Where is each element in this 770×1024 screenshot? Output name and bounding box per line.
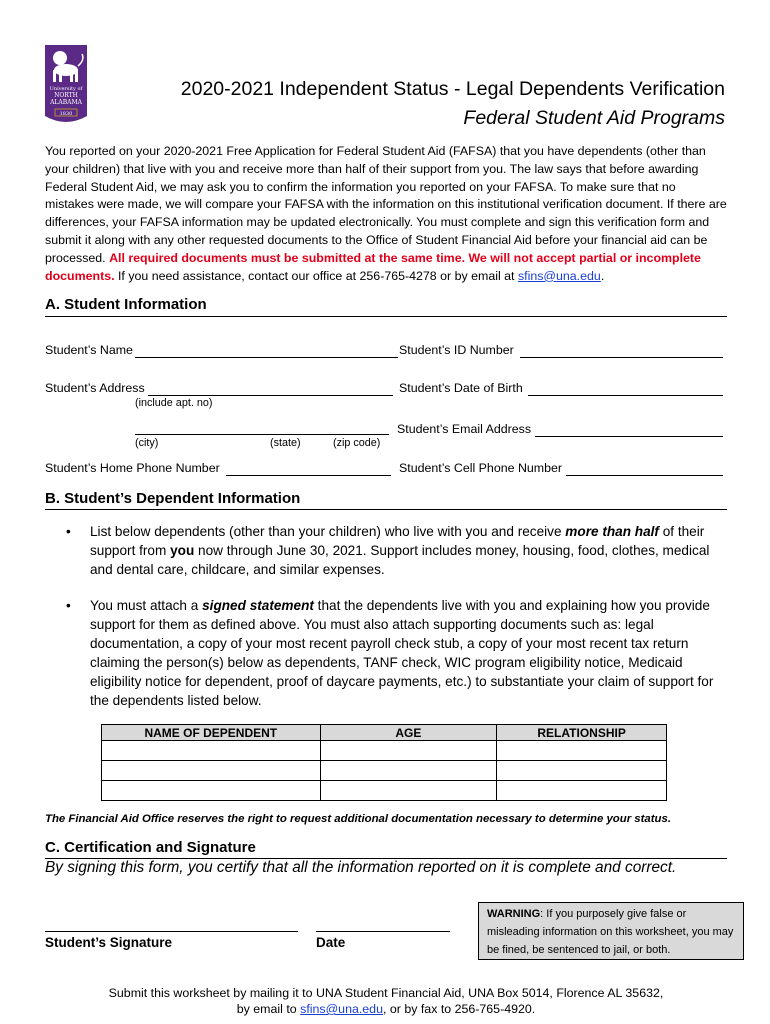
lion-logo-icon (44, 44, 88, 128)
column-header-age: AGE (320, 725, 497, 741)
dependent-name-cell[interactable] (102, 741, 321, 761)
student-id-label: Student’s ID Number (399, 343, 514, 357)
required-docs-warning: All required documents must be submitted at the same time. We will not accept partial or incomplete documents. (45, 250, 701, 283)
table-row (102, 741, 667, 761)
table-row (102, 781, 667, 801)
footer-email-link[interactable]: sfins@una.edu (300, 1002, 383, 1016)
email-link[interactable]: sfins@una.edu (517, 268, 601, 283)
submission-instructions: Submit this worksheet by mailing it to UNA Student Financial Aid, UNA Box 5014, Florence AL 35632, by email to sfins@una.edu, or by fax to 256-765-4920. (108, 986, 664, 1016)
signature-line[interactable] (45, 931, 298, 932)
svg-text:University of: University of (49, 86, 83, 92)
student-id-field[interactable] (520, 344, 723, 358)
cell-phone-field[interactable] (566, 462, 723, 476)
column-header-relationship: RELATIONSHIP (497, 725, 667, 741)
table-row (102, 761, 667, 781)
table-header-row (102, 725, 667, 741)
address-hint: (include apt. no) (135, 397, 213, 409)
dependent-age-cell[interactable] (320, 741, 497, 761)
city-hint: (city) (135, 437, 159, 449)
warning-label: WARNING (487, 908, 541, 920)
intro-text: You reported on your 2020-2021 Free Application for Federal Student Aid (FAFSA) that you have dependents (other than your children) that live with you and receive more than half of their support from you. The law says that before awarding Federal Student Aid, we may ask you to confirm the information you reported on your FAFSA. To make sure that no mistakes were made, we will compare your FAFSA with the information on this institutional verification document. If there are differences, your FAFSA information may be updated electronically. You must complete and sign this verification form and submit it along with any other requested documents to the Office of Student Financial Aid before your financial aid can be processed. (45, 144, 727, 265)
certification-statement: By signing this form, you certify that all the information reported on it is complete and correct. (45, 859, 677, 876)
state-hint: (state) (270, 437, 301, 449)
signature-label: Student’s Signature (45, 935, 173, 950)
student-dob-field[interactable] (528, 382, 723, 396)
svg-text:ALABAMA: ALABAMA (50, 99, 82, 106)
form-subtitle: Federal Student Aid Programs (463, 107, 725, 129)
intro-contact-text: If you need assistance, contact our office at 256-765-4278 or by email at (114, 268, 518, 283)
bullet-icon: • (66, 524, 71, 539)
dependent-relationship-cell[interactable] (497, 741, 667, 761)
cell-phone-label: Student’s Cell Phone Number (399, 461, 563, 475)
student-name-field[interactable] (135, 344, 398, 358)
dependents-table (101, 724, 667, 801)
student-address-field[interactable] (148, 382, 393, 396)
section-a-heading: A. Student Information (45, 296, 207, 313)
dependent-age-cell[interactable] (320, 761, 497, 781)
instructions-list (58, 522, 730, 727)
bullet-icon: • (66, 598, 71, 613)
dependent-name-cell[interactable] (102, 781, 321, 801)
date-label: Date (316, 935, 346, 950)
section-c-heading: C. Certification and Signature (45, 839, 256, 856)
student-name-label: Student’s Name (45, 343, 133, 357)
zip-hint: (zip code) (333, 437, 381, 449)
student-email-field[interactable] (535, 423, 723, 437)
section-b-rule (45, 509, 727, 510)
student-dob-label: Student’s Date of Birth (399, 381, 523, 395)
warning-box (478, 902, 744, 960)
dependent-relationship-cell[interactable] (497, 781, 667, 801)
column-header-name: NAME OF DEPENDENT (102, 725, 321, 741)
dependent-age-cell[interactable] (320, 781, 497, 801)
student-address-label: Student’s Address (45, 381, 145, 395)
intro-paragraph: You reported on your 2020-2021 Free Application for Federal Student Aid (FAFSA) that you have dependents (other than your children) that live with you and receive more than half of their support from you. The law says that before awarding Federal Student Aid, we may ask you to confirm the information you reported on your FAFSA. To make sure that no mistakes were made, we will compare your FAFSA with the information on this institutional verification document. If there are differences, your FAFSA information may be updated electronically. You must complete and sign this verification form and submit it along with any other requested documents to the Office of Student Financial Aid before your financial aid can be processed. All required documents must be submitted at the same time. We will not accept partial or incomplete documents. If you need assistance, contact our office at 256-765-4278 or by email at sfins@una.edu. (45, 144, 727, 283)
student-email-label: Student’s Email Address (397, 422, 532, 436)
warning-text: : If you purposely give false or misleading information on this worksheet, you may be fined, be sentenced to jail, or both. (487, 908, 734, 956)
dependent-name-cell[interactable] (102, 761, 321, 781)
section-b-heading: B. Student’s Dependent Information (45, 490, 301, 507)
svg-text:NORTH: NORTH (54, 92, 78, 99)
university-logo (44, 44, 88, 128)
list-item: • You must attach a signed statement that the dependents live with you and explaining how you provide support for them as defined above. You must also attach supporting documents such as: legal documentation, a copy of your most recent payroll check stub, a copy of your most recent tax return claiming the person(s) below as dependents, TANF check, WIC program eligibility notice, Medicaid eligibility notice for dependent, proof of daycare payments, etc.) to substantiate your claim of support for the dependents listed below. (66, 598, 714, 708)
list-item: • List below dependents (other than your children) who live with you and receive more than half of their support from you now through June 30, 2021. Support includes money, housing, food, clothes, medical and dental care, childcare, and similar expenses. (66, 524, 710, 577)
reserve-rights-note: The Financial Aid Office reserves the right to request additional documentation necessary to determine your status. (45, 813, 672, 825)
dependent-relationship-cell[interactable] (497, 761, 667, 781)
svg-text:1830: 1830 (59, 111, 73, 117)
home-phone-label: Student’s Home Phone Number (45, 461, 220, 475)
section-a-rule (45, 316, 727, 317)
form-title: 2020-2021 Independent Status - Legal Dependents Verification (180, 78, 725, 100)
city-state-zip-field[interactable] (135, 421, 389, 435)
date-line[interactable] (316, 931, 450, 932)
home-phone-field[interactable] (226, 462, 391, 476)
